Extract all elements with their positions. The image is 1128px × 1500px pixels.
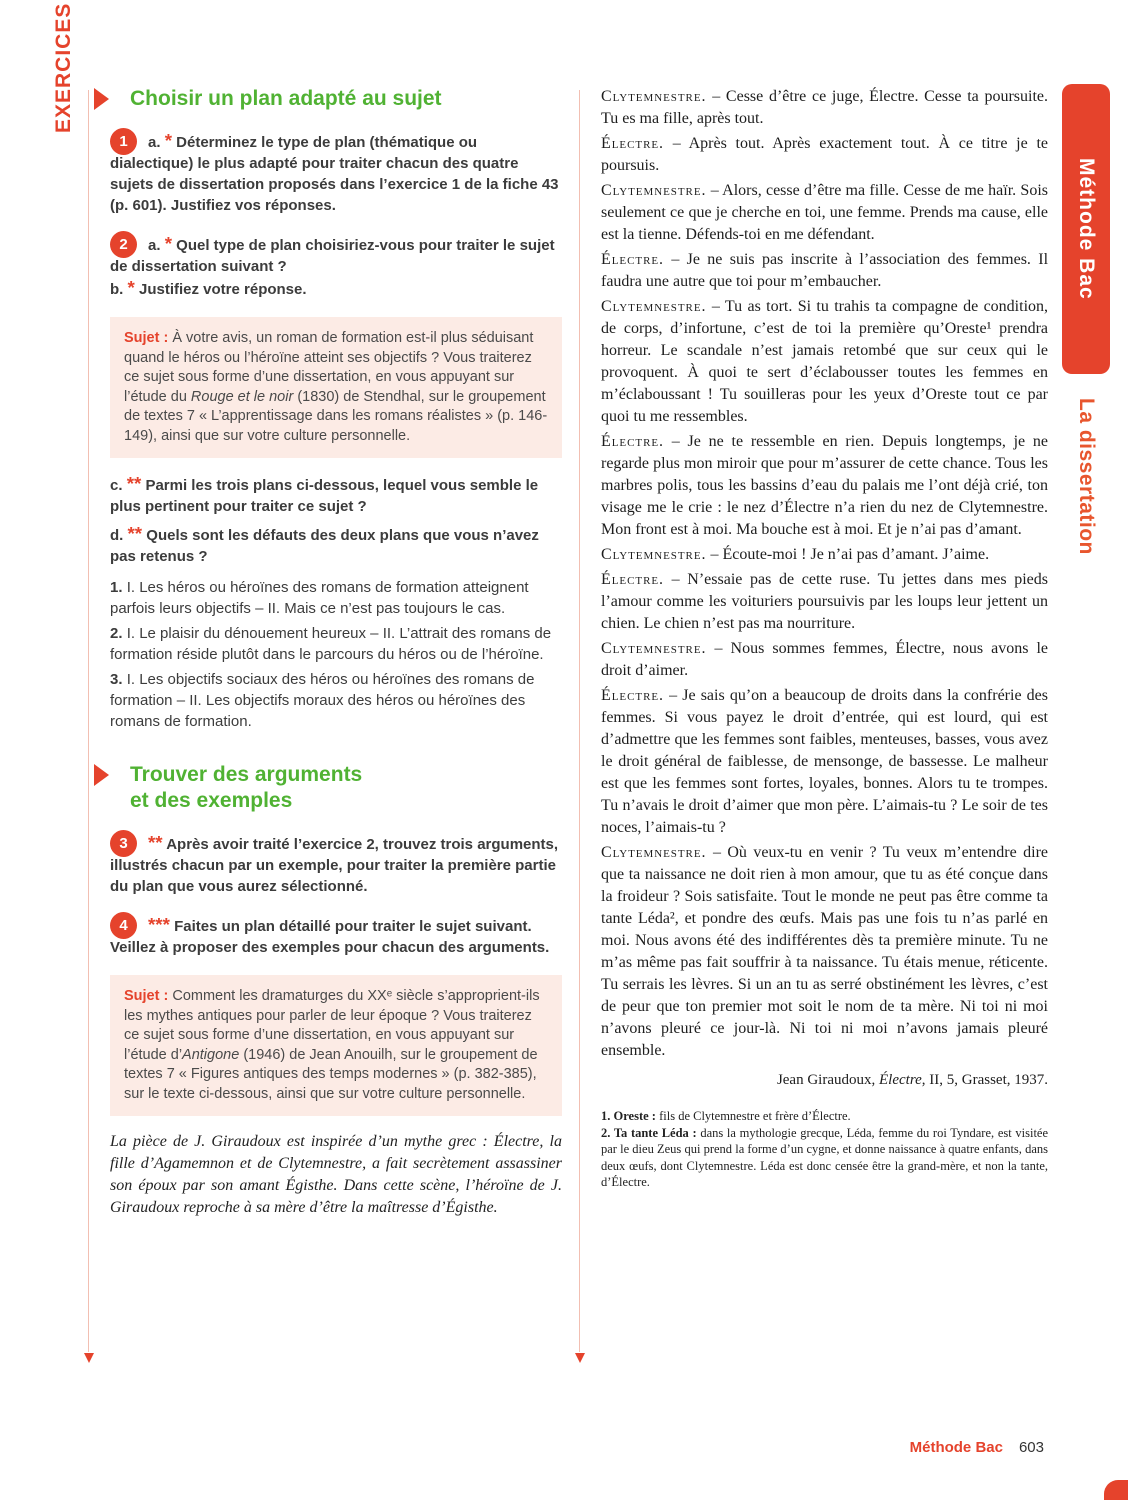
sujet-2-label: Sujet : bbox=[124, 988, 169, 1004]
exercise-2-number-badge: 2 bbox=[110, 231, 137, 258]
page-corner-mark bbox=[1104, 1480, 1128, 1500]
section-heading-text: Choisir un plan adapté au sujet bbox=[130, 87, 442, 110]
dialogue-line: Clytemnestre. – Tu as tort. Si tu trahis ta compagne de condition, de corps, d’infortune, c’est de toi la première qu’Oreste¹ prendra horreur. Le scandale n’est jamais retombé que sur ceux qui le provoquent. À quoi te sert d’éclabousser toutes les femmes en m’éclaboussant ! Tu souilleras pour les yeux d’Oreste tout ce par quoi tu me ressembles. bbox=[601, 298, 1049, 425]
exercise-2-text bbox=[110, 233, 562, 300]
sujet-1-text-part1: À votre avis, un roman de formation est-il plus séduisant quand le héros ou l’héroïne atteint ses objectifs ? Vous traiterez ce sujet sous forme d’une dissertation, en vous appuyant sur l’étude du bbox=[124, 330, 534, 405]
question-c-difficulty-stars: ** bbox=[126, 473, 142, 494]
dialogue-line: Électre. – Je ne te ressemble en rien. Depuis longtemps, je ne regarde plus mon miroir que pour m’assurer de cette chance. Tous les marbres polis, tous les bassins d’eau du palais me l’ont déjà crié, ton visage me le crie : le nez d’Électre n’a rien du nez de Clytemnestre. Mon front est à moi. Ma bouche est à moi. Et je n’ai pas d’amant. bbox=[601, 433, 1048, 538]
exercise-4-instruction: Faites un plan détaillé pour traiter le sujet suivant. Veillez à proposer des exemples pour chacun des arguments. bbox=[110, 918, 550, 956]
question-d bbox=[110, 523, 562, 567]
question-d-text: Quels sont les défauts des deux plans que vous n’avez pas retenus ? bbox=[110, 527, 539, 565]
column-rule-left bbox=[88, 90, 89, 1352]
section-heading-line1: Trouver des arguments bbox=[130, 763, 363, 786]
exercise-4-text bbox=[110, 914, 562, 958]
dialogue-line: Clytemnestre. – Écoute-moi ! Je n’ai pas d’amant. J’aime. bbox=[601, 546, 990, 563]
question-d-difficulty-stars: ** bbox=[127, 523, 143, 544]
footnote: 1. Oreste : fils de Clytemnestre et frère d’Électre. bbox=[601, 1109, 851, 1123]
exercise-3-difficulty-stars: ** bbox=[148, 832, 163, 853]
sujet-1-label: Sujet : bbox=[124, 330, 169, 346]
column-rule-middle bbox=[579, 90, 580, 1352]
dialogue bbox=[601, 86, 1048, 1062]
exercise-1-difficulty-stars: * bbox=[164, 130, 172, 151]
attribution-reference: , II, 5, Grasset, 1937. bbox=[921, 1072, 1048, 1088]
section-heading-trouver-arguments bbox=[110, 762, 562, 814]
exercise-1-sublabel-a: a. bbox=[148, 134, 161, 151]
attribution-author: Jean Giraudoux, bbox=[776, 1072, 879, 1088]
question-d-label: d. bbox=[110, 527, 124, 544]
exercices-rail-label: EXERCICES bbox=[52, 2, 75, 133]
plans-list bbox=[110, 577, 562, 732]
sujet-box-2 bbox=[110, 975, 562, 1116]
plan-item: 3. I. Les objectifs sociaux des héros ou héroïnes des romans de formation – II. Les objectifs moraux des héros ou héroïnes des romans de formation. bbox=[110, 671, 535, 730]
exercise-1-instruction: Déterminez le type de plan (thématique ou dialectique) le plus adapté pour traiter chacun des quatre sujets de dissertation proposés dans l’exercice 1 de la fiche 43 (p. 601). Justifiez vos réponses. bbox=[110, 134, 559, 214]
section-marker-icon bbox=[94, 764, 109, 786]
exercise-1 bbox=[110, 130, 562, 216]
exercise-4-difficulty-stars: *** bbox=[148, 914, 170, 935]
dissertation-tab-label: La dissertation bbox=[1075, 398, 1098, 555]
exercise-2b-instruction: Justifiez votre réponse. bbox=[138, 281, 307, 298]
play-text-column bbox=[601, 86, 1048, 1191]
exercise-4-number-badge: 4 bbox=[110, 912, 137, 939]
plan-item: 1. I. Les héros ou héroïnes des romans de formation atteignent parfois leurs objectifs – II. Mais ce n’est pas toujours le cas. bbox=[110, 579, 529, 617]
dialogue-line: Électre. – Après tout. Après exactement tout. À ce titre je te poursuis. bbox=[601, 135, 1048, 174]
question-c bbox=[110, 473, 562, 517]
footnotes bbox=[601, 1108, 1048, 1191]
question-c-label: c. bbox=[110, 477, 123, 494]
exercise-3-number-badge: 3 bbox=[110, 830, 137, 857]
sujet-2-text-part1: Comment les dramaturges du XXᵉ siècle s’approprient-ils les mythes antiques pour parler de leur époque ? Vous traiterez ce sujet sous forme d’une dissertation, en vous appuyant sur l’étude d’ bbox=[124, 988, 540, 1063]
section-marker-icon bbox=[94, 88, 109, 110]
sujet-1-text-part2: (1830) de Stendhal, sur le groupement de textes 7 « L’apprentissage dans les romans réalistes » (p. 146-149), ainsi que sur votre culture personnelle. bbox=[124, 388, 548, 444]
dialogue-line: Électre. – N’essaie pas de cette ruse. Tu jettes dans mes pieds l’amour comme les voituriers poursuivis par les loups leur jettent un chien. Le chien n’est pas ma nourriture. bbox=[601, 571, 1048, 632]
dialogue-line: Clytemnestre. – Cesse d’être ce juge, Électre. Cesse ta poursuite. Tu es ma fille, après tout. bbox=[601, 88, 1049, 127]
page-footer bbox=[910, 1439, 1044, 1456]
text-introduction: La pièce de J. Giraudoux est inspirée d’un mythe grec : Électre, la fille d’Agamemnon et de Clytemnestre, a fait secrètement assassiner son époux par son amant Égisthe. Dans cette scène, l’héroïne de J. Giraudoux reproche à sa mère d’être la maîtresse d’Égisthe. bbox=[110, 1133, 562, 1216]
footer-section-label: Méthode Bac bbox=[909, 1439, 1003, 1456]
dialogue-line: Électre. – Je sais qu’on a beaucoup de droits dans la confrérie des femmes. Si vous payez le droit d’entrée, qui est lourd, qui est d’admettre que les femmes sont faibles, menteuses, basses, vous avez le droit général de faiblesse, de mensonge, de bassesse. Le malheur est que les femmes sont fortes, loyales, bonnes. Alors tu te trompes. Tu n’avais le droit d’aimer que mon père. L’aimais-tu ? Le soir de tes noces, l’aimais-tu ? bbox=[601, 687, 1049, 836]
dialogue-line: Clytemnestre. – Où veux-tu en venir ? Tu veux m’entendre dire que ta naissance ne doit rien à mon amour, que tu as été conçue dans la froideur ? Sois satisfaite. Tout le monde ne peut pas être comme ta tante Léda², et pondre des œufs. Mais pas une fois tu n’as parlé en moi. Nous avons été des indifférentes dès ta première minute. Tu ne m’as même pas fait souffrir à ta naissance. Tu étais menue, réticente. Tu serrais les lèvres. Si un an tu as serré obstinément les lèvres, c’est de peur que ton premier mot soit le nom de ta mère. Ni toi ni moi n’avons pleuré ce jour-là. Ni toi ni moi n’avons jamais pleuré ensemble. bbox=[601, 844, 1049, 1059]
exercise-1-text bbox=[110, 130, 562, 216]
exercise-2b-difficulty-stars: * bbox=[127, 277, 135, 298]
exercise-3-instruction: Après avoir traité l’exercice 2, trouvez trois arguments, illustrés chacun par un exemple, pour traiter la première partie du plan que vous aurez sélectionné. bbox=[110, 836, 559, 895]
methode-bac-tab bbox=[1062, 84, 1110, 374]
exercise-1-number-badge: 1 bbox=[110, 128, 137, 155]
page-number: 603 bbox=[1018, 1439, 1044, 1456]
source-attribution bbox=[601, 1070, 1048, 1090]
dissertation-tab bbox=[1062, 398, 1110, 658]
exercise-2 bbox=[110, 233, 562, 300]
exercise-2-sublabel-a: a. bbox=[148, 237, 161, 254]
section-heading-choisir-plan bbox=[110, 86, 562, 112]
plan-item: 2. I. Le plaisir du dénouement heureux – II. L’attrait des romans de formation réside plutôt dans le parcours du héros ou de l’héroïne. bbox=[110, 625, 552, 663]
dialogue-line: Électre. – Je ne suis pas inscrite à l’association des femmes. Il faudra une autre que toi pour m’embaucher. bbox=[601, 251, 1049, 290]
sujet-2-play-title: Antigone bbox=[182, 1046, 240, 1063]
dialogue-line: Clytemnestre. – Nous sommes femmes, Électre, nous avons le droit d’aimer. bbox=[601, 640, 1048, 679]
exercise-3-text bbox=[110, 832, 562, 897]
dialogue-line: Clytemnestre. – Alors, cesse d’être ma fille. Cesse de me haïr. Sois seulement ce que je cherche en toi, une femme. Prends ma cause, elle est la tienne. Défends-toi en me défendant. bbox=[601, 182, 1048, 243]
sujet-box-1 bbox=[110, 317, 562, 458]
section-heading-line2: et des exemples bbox=[130, 789, 293, 812]
exercises-column bbox=[110, 86, 562, 1219]
exercise-2a-instruction: Quel type de plan choisiriez-vous pour traiter le sujet de dissertation suivant ? bbox=[110, 237, 555, 275]
question-c-text: Parmi les trois plans ci-dessous, lequel vous semble le plus pertinent pour traiter ce sujet ? bbox=[110, 477, 539, 515]
exercise-2-sublabel-b: b. bbox=[110, 281, 124, 298]
exercise-3 bbox=[110, 832, 562, 897]
attribution-work-title: Électre bbox=[879, 1072, 922, 1088]
footnote: 2. Ta tante Léda : dans la mythologie grecque, Léda, femme du roi Tyndare, est visitée par le dieu Zeus qui prend la forme d’un cygne, et donne naissance à quatre enfants, dans deux œufs, dont Clytemnestre. Léda est donc censée être la grand-mère, et non la tante, d’Électre. bbox=[601, 1125, 1049, 1189]
exercise-2a-difficulty-stars: * bbox=[164, 233, 172, 254]
exercise-4 bbox=[110, 914, 562, 958]
methode-bac-tab-label: Méthode Bac bbox=[1075, 158, 1098, 300]
sujet-2-text-part2: (1946) de Jean Anouilh, sur le groupement de textes 7 « Figures antiques des temps modernes » (p. 382-385), sur le texte ci-dessous, ainsi que sur votre culture personnelle. bbox=[124, 1046, 538, 1102]
sujet-1-book-title: Rouge et le noir bbox=[190, 388, 294, 405]
